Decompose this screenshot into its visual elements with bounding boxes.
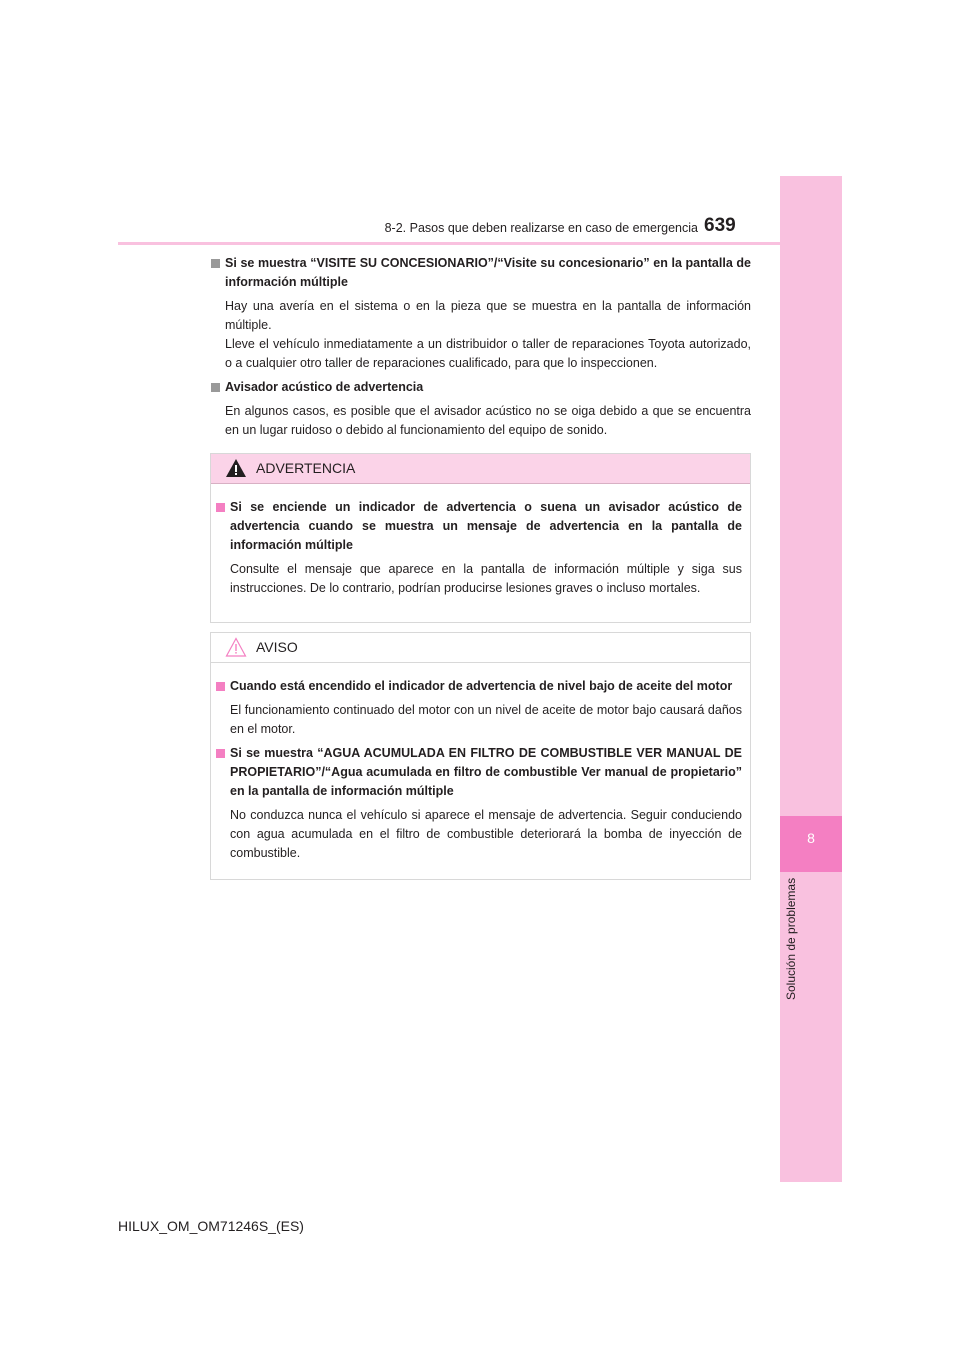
item-text: Consulte el mensaje que aparece en la pantalla de información múltiple y siga sus instrucciones. De lo contrario, podrían producirse lesiones graves o incluso mortales.	[230, 562, 742, 595]
notice-box-header	[211, 633, 750, 663]
item-text: El funcionamiento continuado del motor con un nivel de aceite de motor bajo causará daños en el motor.	[230, 703, 742, 736]
square-bullet-icon	[216, 682, 225, 691]
chapter-side-tab	[780, 176, 842, 1182]
main-content	[210, 254, 751, 445]
page-number: 639	[704, 215, 736, 236]
list-item	[215, 744, 742, 863]
warning-box-body	[211, 484, 750, 608]
item-heading: Cuando está encendido el indicador de advertencia de nivel bajo de aceite del motor	[215, 677, 742, 696]
warning-label: ADVERTENCIA	[256, 460, 356, 476]
list-item	[210, 378, 751, 440]
item-text: En algunos casos, es posible que el avisador acústico no se oiga debido a que se encuentra en un lugar ruidoso o debido al funcionamiento del equipo de sonido.	[225, 404, 751, 437]
item-text: No conduzca nunca el vehículo si aparece el mensaje de advertencia. Seguir conduciendo con agua acumulada en el filtro de combustible deteriorará la bomba de inyección de combustible.	[230, 808, 742, 860]
notice-label: AVISO	[256, 639, 298, 655]
square-bullet-icon	[216, 503, 225, 512]
item-text: Hay una avería en el sistema o en la pieza que se muestra en la pantalla de información múltiple. Lleve el vehículo inmediatamente a un distribuidor o taller de reparaciones Toyota autorizado, o a cualquier otro taller de reparaciones cualificado, para que lo inspeccionen.	[225, 299, 751, 370]
item-heading: Si se muestra “VISITE SU CONCESIONARIO”/“Visite su concesionario” en la pantalla de información múltiple	[210, 254, 751, 292]
chapter-name: Solución de problemas	[784, 877, 798, 1000]
square-bullet-icon	[211, 259, 220, 268]
warning-triangle-icon	[225, 458, 247, 483]
section-title: 8-2. Pasos que deben realizarse en caso de emergencia	[384, 221, 698, 235]
chapter-number: 8	[807, 830, 815, 846]
list-item	[215, 677, 742, 739]
warning-box	[210, 453, 751, 623]
item-heading: Avisador acústico de advertencia	[210, 378, 751, 397]
item-heading: Si se enciende un indicador de advertencia o suena un avisador acústico de advertencia cuando se muestra un mensaje de advertencia en la pantalla de información múltiple	[215, 498, 742, 555]
caution-triangle-icon	[225, 637, 247, 662]
warning-box-header	[211, 454, 750, 484]
notice-box-body	[211, 663, 750, 878]
header-divider	[118, 242, 842, 245]
square-bullet-icon	[216, 749, 225, 758]
square-bullet-icon	[211, 383, 220, 392]
list-item	[210, 254, 751, 373]
item-heading: Si se muestra “AGUA ACUMULADA EN FILTRO DE COMBUSTIBLE VER MANUAL DE PROPIETARIO”/“Agua acumulada en filtro de combustible Ver manual de propietario” en la pantalla de información múltiple	[215, 744, 742, 801]
document-id: HILUX_OM_OM71246S_(ES)	[118, 1218, 304, 1234]
notice-box	[210, 632, 751, 880]
